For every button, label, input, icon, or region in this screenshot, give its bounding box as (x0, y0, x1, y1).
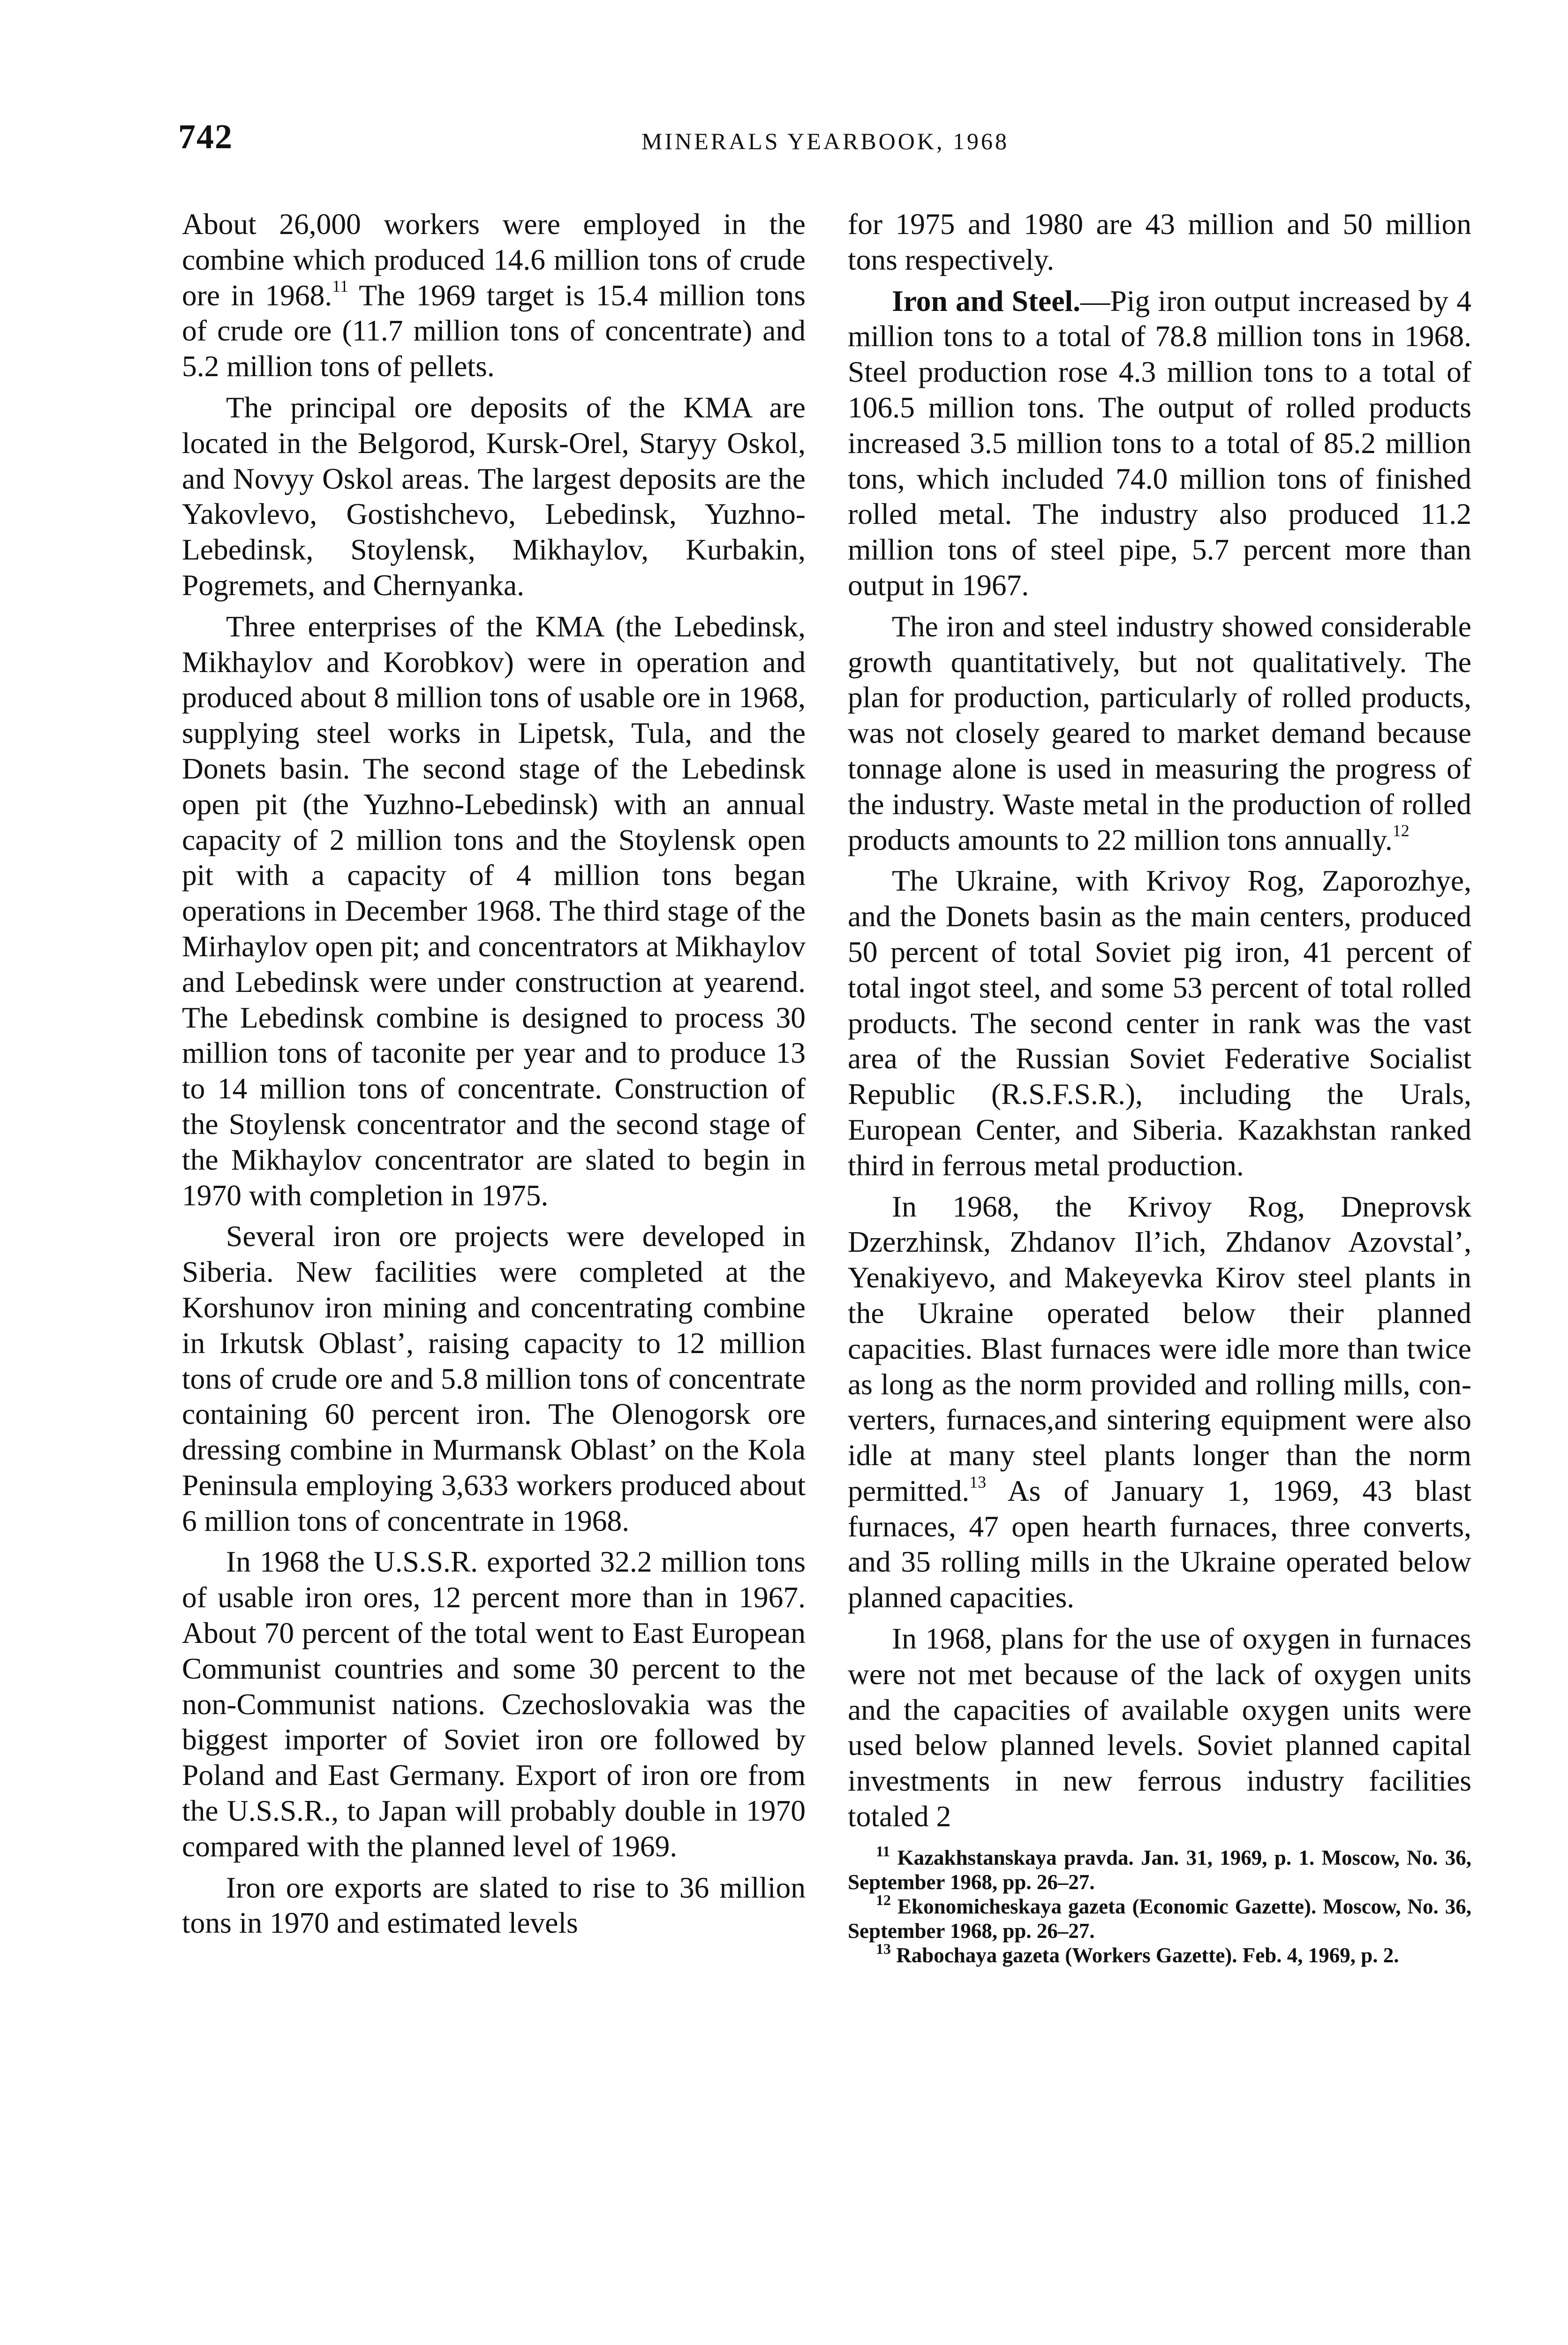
right-column (848, 206, 1471, 1967)
footnote-text: Ekonomicheskaya gazeta (Economic Gazette). Moscow, No. 36, September 1968, pp. 26–27. (848, 1894, 1471, 1943)
paragraph: Iron ore exports are slated to rise to 36 million tons in 1970 and estimated levels (182, 1870, 806, 1940)
paragraph-text: The iron and steel industry showed considerable growth quantitatively, but not qualitatively. The plan for production, particularly of rolled products, was not closely geared to market demand because tonnage alone is used in measuring the progress of the industry. Waste metal in the production of rolled products amounts to 22 million tons annually. (848, 609, 1471, 856)
paragraph-text: About 26,000 workers were employed in the combine which produced 14.6 million tons of crude ore in 1968. (182, 207, 806, 312)
footnote (848, 1891, 1471, 1943)
paragraph (848, 1189, 1471, 1616)
paragraph (848, 283, 1471, 603)
footnote-ref: 12 (1392, 821, 1410, 840)
running-title: MINERALS YEARBOOK, 1968 (641, 128, 1009, 154)
left-column (182, 206, 806, 1941)
paragraph: In 1968 the U.S.S.R. exported 32.2 million tons of usable iron ores, 12 percent more than in 1967. About 70 percent of the total went to East European Communist countries and some 30 percent to the non-Communist nations. Czechoslovakia was the biggest importer of Soviet iron ore followed by Poland and East Germany. Export of iron ore from the U.S.S.R., to Japan will probably double in 1970 compared with the planned level of 1969. (182, 1545, 806, 1863)
paragraph: In 1968, plans for the use of oxygen in furnaces were not met because of the lack of oxygen units and the capacities of available oxygen units were used below planned levels. Soviet planned capital investments in new ferrous industry facilities totaled 2 (848, 1622, 1471, 1833)
footnote-number: 13 (876, 1940, 891, 1957)
paragraph (848, 609, 1471, 858)
paragraph: Three enterprises of the KMA (the Lebedinsk, Mikhaylov and Korobkov) were in operation and produced about 8 million tons of usable ore in 1968, supplying steel works in Lipetsk, Tula, and the Donets basin. The second stage of the Lebedinsk open pit (the Yuzhno-Lebedinsk) with an annual capacity of 2 million tons and the Stoylensk open pit with a capacity of 4 million tons began operations in December 1968. The third stage of the Mirhaylov open pit; and concentrators at Mikhaylov and Lebedinsk were under construction at yearend. The Lebedinsk combine is designed to process 30 million tons of taconite per year and to produce 13 to 14 million tons of concentrate. Construction of the Stoylensk concentrator and the second stage of the Mikhaylov concentrator are slated to begin in 1970 with completion in 1975. (182, 609, 806, 1212)
paragraph-text: As of January 1, 1969, 43 blast furnaces, 47 open hearth furnaces, three converts, and 35 rolling mills in the Ukraine operated below planned capacities. (848, 1474, 1471, 1614)
footnote-number: 11 (876, 1842, 890, 1860)
page-header (178, 117, 1472, 169)
footnote-ref: 13 (969, 1472, 987, 1491)
footnotes (848, 1842, 1471, 1967)
footnote (848, 1842, 1471, 1894)
page-number: 742 (178, 118, 233, 156)
footnote (848, 1940, 1471, 1967)
paragraph (182, 206, 806, 384)
footnote-text: Kazakhstanskaya pravda. Jan. 31, 1969, p. 1. Moscow, No. 36, September 1968, pp. 26–27. (848, 1846, 1471, 1894)
paragraph-text: In 1968, the Krivoy Rog, Dneprovsk Dzerzhinsk, Zhdanov Il’ich, Zhdanov Azovstal’, Yenakiyevo, and Makeyevka Kirov steel plants in the Ukraine operated below their planned capacities. Blast furnaces were idle more than twice as long as the norm provided and rolling mills, converters, furnaces,and sintering equipment were also idle at many steel plants longer than the norm permitted. (848, 1189, 1471, 1507)
paragraph: for 1975 and 1980 are 43 million and 50 million tons respectively. (848, 207, 1471, 276)
paragraph: Several iron ore projects were developed in Siberia. New facilities were completed at the Korshunov iron mining and concentrating combine in Irkutsk Oblast’, raising capacity to 12 million tons of crude ore and 5.8 million tons of concentrate containing 60 percent iron. The Olenogorsk ore dressing combine in Murmansk Oblast’ on the Kola Peninsula employing 3,633 workers produced about 6 million tons of concentrate in 1968. (182, 1219, 806, 1537)
paragraph: The principal ore deposits of the KMA are located in the Belgorod, Kursk-Orel, Staryy Oskol, and Novyy Oskol areas. The largest deposits are the Yakovlevo, Gostishchevo, Lebedinsk, Yuzhno-Lebedinsk, Stoylensk, Mikhaylov, Kurbakin, Pogremets, and Chernyanka. (182, 390, 806, 602)
footnote-ref: 11 (332, 277, 348, 296)
paragraph: The Ukraine, with Krivoy Rog, Zaporozhye, and the Donets basin as the main centers, produced 50 percent of total Soviet pig iron, 41 percent of total ingot steel, and some 53 percent of total rolled products. The second center in rank was the vast area of the Russian Soviet Federative Socialist Republic (R.S.F.S.R.), including the Urals, European Center, and Siberia. Kazakhstan ranked third in ferrous metal production. (848, 864, 1471, 1182)
footnote-text: Rabochaya gazeta (Workers Gazette). Feb. 4, 1969, p. 2. (891, 1943, 1399, 1967)
footnote-number: 12 (876, 1891, 891, 1908)
paragraph-text: The 1969 target is 15.4 million tons of crude ore (11.7 million tons of concentrate) and 5.2 million tons of pellets. (182, 278, 806, 383)
paragraph-text: —Pig iron output increased by 4 million tons to a total of 78.8 million tons in 1968. Steel production rose 4.3 million tons to a total of 106.5 million tons. The output of rolled products increased 3.5 million tons to a total of 85.2 million tons, which included 74.0 million tons of finished rolled metal. The industry also produced 11.2 million tons of steel pipe, 5.7 percent more than output in 1967. (848, 284, 1471, 602)
section-heading: Iron and Steel. (892, 284, 1081, 318)
